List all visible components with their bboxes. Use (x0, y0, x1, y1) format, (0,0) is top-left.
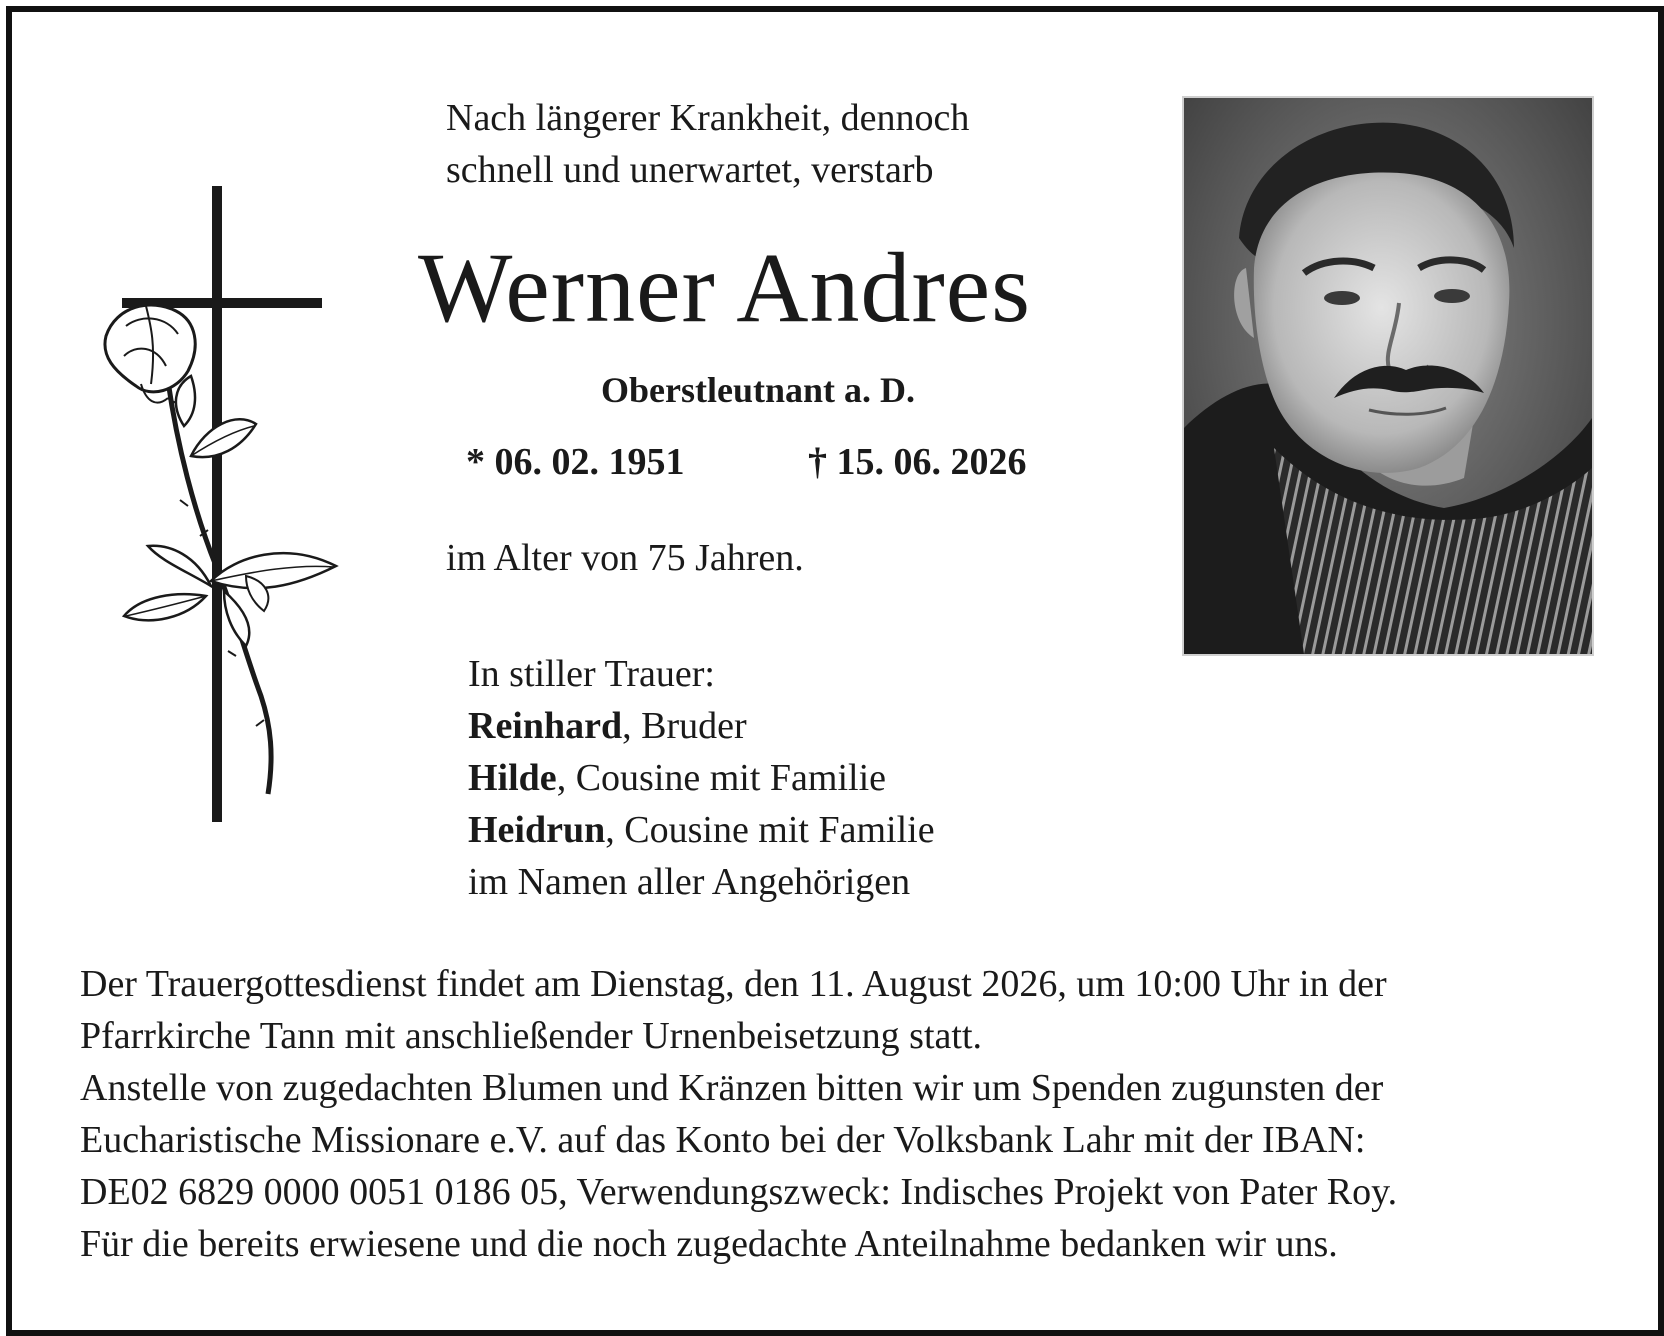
portrait-illustration (1184, 98, 1592, 654)
service-notice (80, 958, 1600, 1270)
intro-line-1: Nach längerer Krankheit, dennoch (446, 97, 970, 139)
notice-line: Für die bereits erwiesene und die noch zugedachte Anteilnahme bedanken wir uns. (80, 1223, 1338, 1265)
death-date: † 15. 06. 2026 (808, 441, 1027, 483)
intro-text (446, 92, 969, 196)
mourner-relation: , Bruder (622, 705, 747, 747)
notice-line: Der Trauergottesdienst findet am Dienstag, den 11. August 2026, um 10:00 Uhr in der (80, 963, 1387, 1005)
portrait-photo (1182, 96, 1594, 656)
notice-line: Pfarrkirche Tann mit anschließender Urnenbeisetzung statt. (80, 1015, 982, 1057)
notice-line: Eucharistische Missionare e.V. auf das Konto bei der Volksbank Lahr mit der IBAN: (80, 1119, 1366, 1161)
intro-line-2: schnell und unerwartet, verstarb (446, 149, 934, 191)
notice-line: DE02 6829 0000 0051 0186 05, Verwendungszweck: Indisches Projekt von Pater Roy. (80, 1171, 1398, 1213)
mourner-row (468, 804, 935, 856)
notice-line: Anstelle von zugedachten Blumen und Kränzen bitten wir um Spenden zugunsten der (80, 1067, 1384, 1109)
mourner-name: Heidrun (468, 809, 606, 851)
mourner-relation: , Cousine mit Familie (556, 757, 887, 799)
mourners-heading: In stiller Trauer: (468, 653, 715, 695)
mourners-block (468, 648, 935, 908)
mourner-row (468, 752, 935, 804)
mourner-name: Reinhard (468, 705, 623, 747)
deceased-rank: Oberstleutnant a. D. (601, 370, 915, 410)
mourner-relation: , Cousine mit Familie (605, 809, 935, 851)
deceased-name: Werner Andres (418, 232, 1032, 343)
age-line: im Alter von 75 Jahren. (446, 537, 804, 579)
mourner-row (468, 700, 935, 752)
birth-date: * 06. 02. 1951 (466, 441, 685, 483)
mourner-name: Hilde (468, 757, 557, 799)
cross-with-rose-icon (96, 186, 376, 836)
mourners-closing: im Namen aller Angehörigen (468, 861, 911, 903)
